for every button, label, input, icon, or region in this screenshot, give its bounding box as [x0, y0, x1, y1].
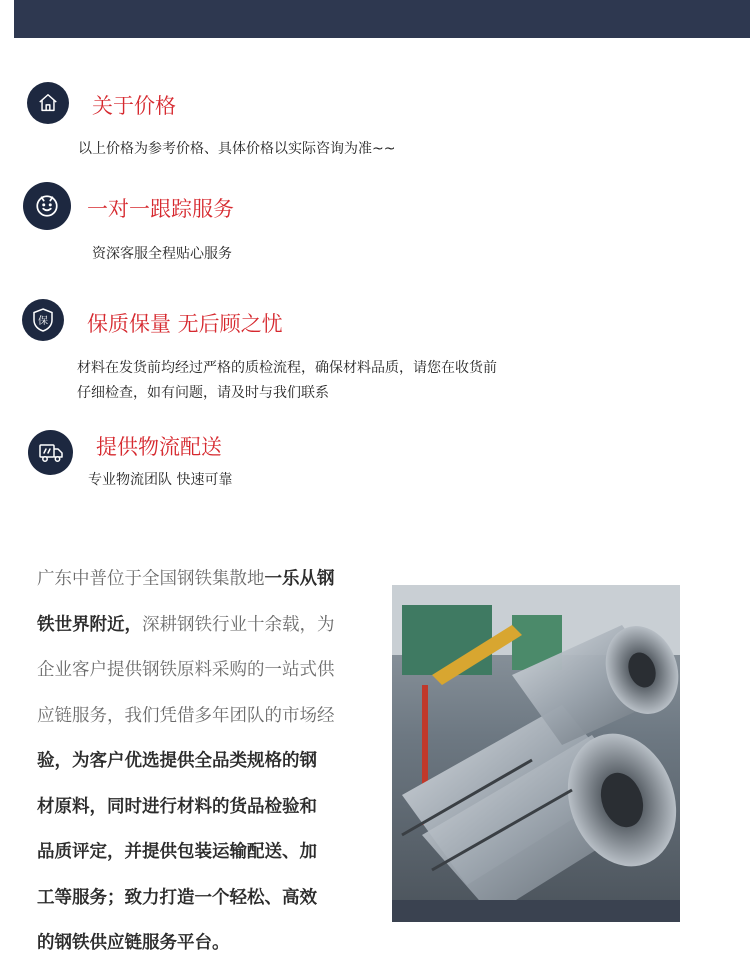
- feature-title-service: 一对一跟踪服务: [87, 197, 234, 221]
- intro-line: 品质评定，并提供包装运输配送、加: [37, 842, 317, 862]
- feature-text-logistics: 专业物流团队 快速可靠: [88, 472, 233, 488]
- feature-title-logistics: 提供物流配送: [96, 435, 222, 459]
- intro-line: 验，为客户优选提供全品类规格的钢: [37, 751, 317, 771]
- feature-text-quality-line2: 仔细检查，如有问题，请及时与我们联系: [77, 385, 329, 401]
- feature-title-price: 关于价格: [92, 94, 176, 118]
- steel-coils-photo: [392, 585, 680, 922]
- shield-icon: [22, 299, 64, 341]
- intro-line: 广东中普位于全国钢铁集散地一乐从钢: [37, 569, 335, 589]
- feature-text-price: 以上价格为参考价格、具体价格以实际咨询为准~~: [78, 141, 396, 157]
- svg-text:保: 保: [38, 316, 48, 327]
- smiley-icon: [23, 182, 71, 230]
- company-intro: [37, 557, 382, 967]
- feature-title-quality: 保质保量 无后顾之忧: [87, 312, 283, 336]
- intro-line: 材原料，同时进行材料的货品检验和: [37, 796, 317, 817]
- intro-line: 应链服务，我们凭借多年团队的市场经: [37, 705, 335, 726]
- intro-line: 铁世界附近，深耕钢铁行业十余载，为: [37, 614, 335, 635]
- home-icon: [27, 82, 69, 124]
- feature-text-quality-line1: 材料在发货前均经过严格的质检流程，确保材料品质，请您在收货前: [77, 360, 497, 376]
- intro-line: 的钢铁供应链服务平台。: [37, 933, 230, 953]
- intro-line: 企业客户提供钢铁原料采购的一站式供: [37, 660, 335, 680]
- feature-text-service: 资深客服全程贴心服务: [92, 246, 232, 262]
- top-banner: [14, 0, 750, 38]
- intro-line: 工等服务；致力打造一个轻松、高效: [37, 887, 317, 908]
- delivery-truck-icon: [28, 430, 73, 475]
